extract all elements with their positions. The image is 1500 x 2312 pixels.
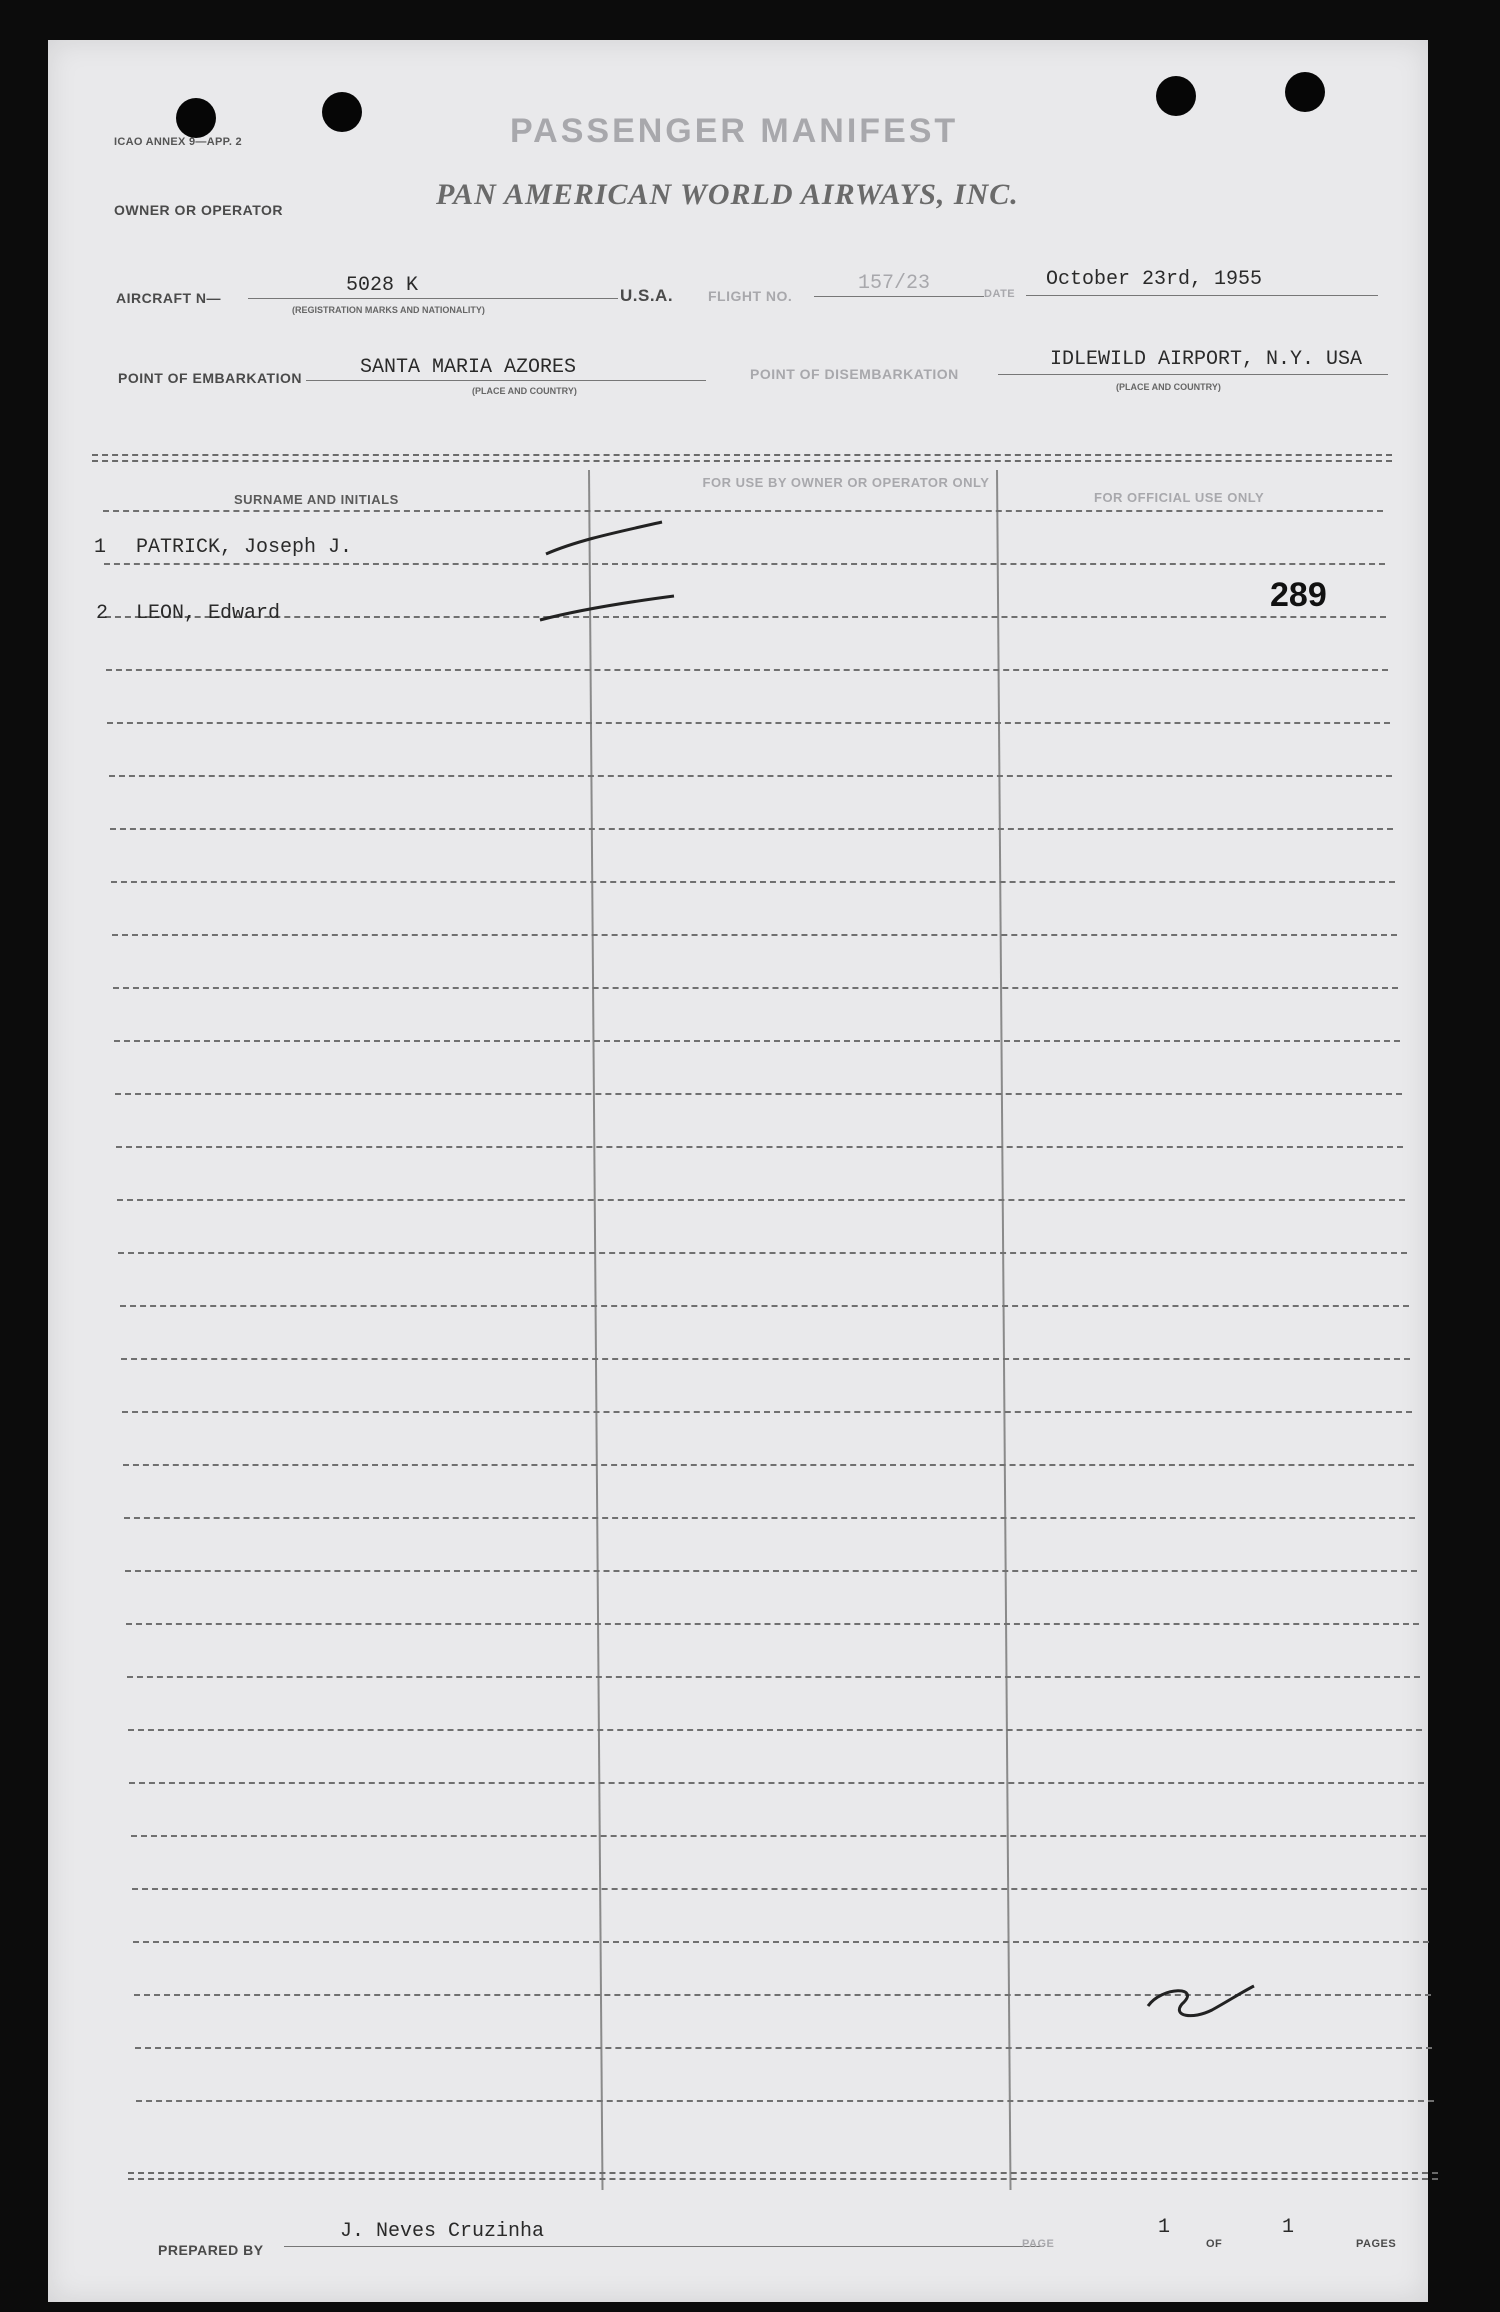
row-2-name: LEON, Edward <box>136 602 281 625</box>
punch-hole <box>322 92 362 132</box>
table-rule-line <box>107 722 1389 724</box>
embarkation-caption: (PLACE AND COUNTRY) <box>472 386 577 396</box>
col-official-header: FOR OFFICIAL USE ONLY <box>1094 490 1265 505</box>
date-label: DATE <box>984 288 1016 300</box>
table-rule-line <box>105 616 1386 618</box>
aircraft-label: AIRCRAFT N— <box>116 290 222 306</box>
punch-hole <box>176 98 216 138</box>
table-rule-line <box>136 2100 1434 2102</box>
table-rule-line <box>110 828 1394 830</box>
table-rule-line <box>131 1835 1426 1837</box>
table-rule-line <box>104 563 1385 565</box>
table-rule-line <box>112 934 1397 936</box>
table-rule-line <box>115 1093 1402 1095</box>
table-rule-line <box>118 1252 1406 1254</box>
registration-caption: (REGISTRATION MARKS AND NATIONALITY) <box>292 305 485 315</box>
disembarkation-caption: (PLACE AND COUNTRY) <box>1116 382 1221 392</box>
table-rule-line <box>109 775 1392 777</box>
date-value: October 23rd, 1955 <box>1046 268 1263 291</box>
table-rule-line <box>135 2047 1432 2049</box>
initials-mark <box>1142 1976 1262 2036</box>
table-rule-line <box>120 1305 1409 1307</box>
row-1-name: PATRICK, Joseph J. <box>136 536 353 559</box>
embarkation-label: POINT OF EMBARKATION <box>118 370 302 386</box>
table-rule-line <box>116 1146 1403 1148</box>
page-title: PASSENGER MANIFEST <box>510 112 959 150</box>
row-1-number: 1 <box>94 536 107 559</box>
owner-label: OWNER OR OPERATOR <box>114 202 283 218</box>
row-2-official-number: 289 <box>1270 576 1327 614</box>
table-rule-line <box>125 1570 1417 1572</box>
check-marks <box>538 504 678 634</box>
punch-hole <box>1285 72 1325 112</box>
table-rule-line <box>133 1941 1429 1943</box>
table-rule-line <box>127 1676 1420 1678</box>
prepared-by-label: PREPARED BY <box>158 2242 264 2258</box>
table-rule-line <box>126 1623 1419 1625</box>
table-rule-line <box>123 1464 1414 1466</box>
col-owner-header: FOR USE BY OWNER OR OPERATOR ONLY <box>702 475 990 490</box>
table-rule-line <box>113 987 1398 989</box>
table-rule-line <box>117 1199 1405 1201</box>
form-reference: ICAO ANNEX 9—APP. 2 <box>114 136 242 148</box>
table-rule-line <box>111 881 1395 883</box>
usa-label: U.S.A. <box>620 286 674 305</box>
prepared-by-value: J. Neves Cruzinha <box>340 2220 545 2243</box>
disembarkation-value: IDLEWILD AIRPORT, N.Y. USA <box>1050 348 1363 371</box>
table-rule-line <box>124 1517 1415 1519</box>
disembarkation-label: POINT OF DISEMBARKATION <box>750 366 959 382</box>
row-2-number: 2 <box>96 602 109 625</box>
table-rule-line <box>106 669 1388 671</box>
aircraft-value: 5028 K <box>346 274 419 297</box>
embarkation-value: SANTA MARIA AZORES <box>360 356 577 379</box>
pages-value: 1 <box>1282 2216 1295 2239</box>
table-rule-line <box>114 1040 1400 1042</box>
manifest-sheet <box>48 40 1428 2302</box>
flight-value: 157/23 <box>858 272 931 295</box>
of-label: OF <box>1206 2238 1223 2250</box>
flight-label: FLIGHT NO. <box>708 288 793 304</box>
page-value: 1 <box>1158 2216 1171 2239</box>
table-rule-line <box>103 510 1383 512</box>
table-rule-line <box>132 1888 1428 1890</box>
page-label: PAGE <box>1022 2238 1055 2250</box>
operator-name: PAN AMERICAN WORLD AIRWAYS, INC. <box>436 178 1019 211</box>
pages-label: PAGES <box>1356 2238 1397 2250</box>
table-rule-line <box>129 1782 1423 1784</box>
table-rule-line <box>128 1729 1422 1731</box>
table-rule-line <box>121 1358 1411 1360</box>
punch-hole <box>1156 76 1196 116</box>
table-rule-line <box>122 1411 1412 1413</box>
col-surname-header: SURNAME AND INITIALS <box>234 492 399 507</box>
